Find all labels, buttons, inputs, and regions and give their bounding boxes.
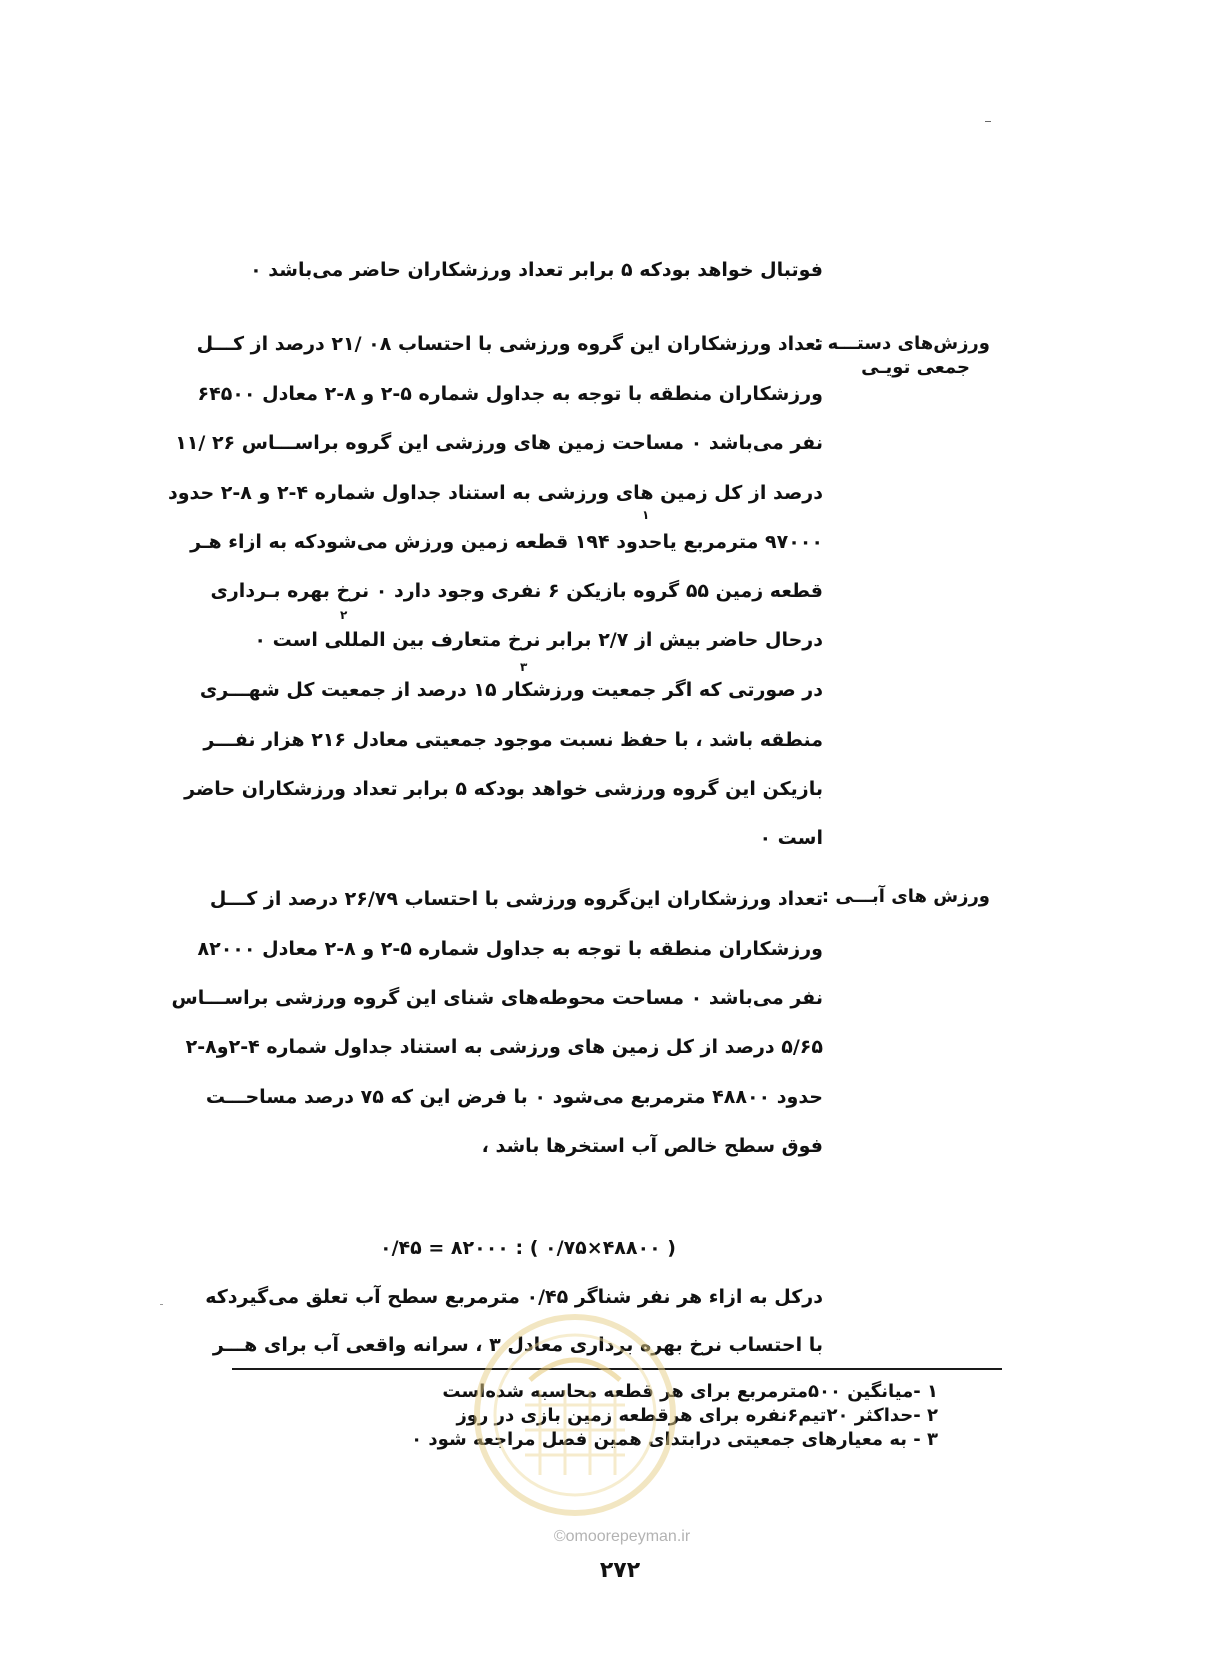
footnote-3: ۳ - به معیارهای جمعیتی درابتدای همین فصل مراجعه شود ۰ bbox=[411, 1429, 938, 1450]
copyright-icon: © bbox=[553, 1528, 566, 1545]
scan-speck bbox=[985, 121, 991, 122]
paragraph-line: منطقه باشد ، با حفظ نسبت موجود جمعیتی معادل ۲۱۶ هزار نفـــر bbox=[203, 729, 823, 751]
watermark-site-label bbox=[522, 1528, 722, 1546]
page-number: ۲۷۲ bbox=[599, 1558, 641, 1583]
paragraph-line: درکل به ازاء هر نفر شناگر ۰/۴۵ مترمربع سطح آب تعلق می‌گیردکه bbox=[205, 1286, 823, 1308]
paragraph-line: ۵/۶۵ درصد از کل زمین های ورزشی به استناد جداول شماره ۴-۲و۸-۲ bbox=[185, 1036, 823, 1058]
footnote-ref-1: ۱ bbox=[642, 508, 650, 522]
paragraph-line: درصد از کل زمین های ورزشی به استناد جداول شماره ۴-۲ و ۸-۲ حدود bbox=[167, 482, 823, 504]
scan-speck bbox=[160, 1304, 163, 1305]
footnote-1: ۱ -میانگین ۵۰۰مترمربع برای هر قطعه محاسبه شده‌است bbox=[442, 1381, 938, 1402]
top-line: فوتبال خواهد بودکه ۵ برابر تعداد ورزشکاران حاضر می‌باشد ۰ bbox=[250, 259, 823, 281]
paragraph-line: تعداد ورزشکاران این گروه ورزشی با احتساب ۰۸ /۲۱ درصد از کـــل bbox=[196, 333, 823, 355]
paragraph-line: حدود ۴۸۸۰۰ مترمربع می‌شود ۰ با فرض این که ۷۵ درصد مساحـــت bbox=[205, 1086, 823, 1108]
footnote-divider bbox=[232, 1368, 1002, 1370]
paragraph-line: با احتساب نرخ بهره برداری معادل ۳ ، سرانه واقعی آب برای هـــر bbox=[212, 1334, 823, 1356]
section-heading-subtitle: جمعی تویـی bbox=[861, 357, 970, 378]
footnote-ref-3: ۳ bbox=[520, 660, 528, 674]
paragraph-line: تعداد ورزشکاران این‌گروه ورزشی با احتساب ۲۶/۷۹ درصد از کـــل bbox=[209, 888, 823, 910]
paragraph-line: در صورتی که اگر جمعیت ورزشکار ۱۵ درصد از جمعیت کل شهـــری bbox=[199, 679, 823, 701]
paragraph-line: نفر می‌باشد ۰ مساحت زمین های ورزشی این گروه براســـاس ۲۶ /۱۱ bbox=[175, 432, 823, 454]
paragraph-line: بازیکن این گروه ورزشی خواهد بودکه ۵ برابر تعداد ورزشکاران حاضر bbox=[184, 778, 823, 800]
paragraph-line: ورزشکاران منطقه با توجه به جداول شماره ۵-۲ و ۸-۲ معادل ۸۲۰۰۰ bbox=[197, 938, 823, 960]
paragraph-line: ورزشکاران منطقه با توجه به جداول شماره ۵-۲ و ۸-۲ معادل ۶۴۵۰۰ bbox=[197, 383, 823, 405]
watermark-site-text: omoorepeyman.ir bbox=[565, 1528, 691, 1545]
paragraph-line: فوق سطح خالص آب استخرها باشد ، bbox=[481, 1135, 823, 1157]
section-heading-title: ورزش‌های دستـــه : bbox=[814, 333, 990, 354]
paragraph-line: است ۰ bbox=[759, 827, 823, 849]
formula: ( ۴۸۸۰۰×۰/۷۵ ) : ۸۲۰۰۰ = ۰/۴۵ bbox=[380, 1237, 676, 1259]
section-heading-title: ورزش های آبـــی : bbox=[821, 886, 990, 907]
section-heading-water-sports bbox=[822, 885, 990, 909]
footnote-2: ۲ -حداکثر ۲۰تیم۶نفره برای هرقطعه زمین بازی در روز bbox=[456, 1405, 938, 1426]
paragraph-line: درحال حاضر بیش از ۲/۷ برابر نرخ متعارف بین المللی است ۰ bbox=[254, 629, 823, 651]
paragraph-line: نفر می‌باشد ۰ مساحت محوطه‌های شنای این گروه ورزشی براســـاس bbox=[171, 987, 823, 1009]
paragraph-line: قطعه زمین ۵۵ گروه بازیکن ۶ نفری وجود دارد ۰ نرخ بهره بـرداری bbox=[210, 580, 823, 602]
section-heading-team-sports bbox=[814, 332, 990, 380]
paragraph-line: ۹۷۰۰۰ مترمربع یاحدود ۱۹۴ قطعه زمین ورزش می‌شودکه به ازاء هـر bbox=[190, 531, 823, 553]
footnote-ref-2: ۲ bbox=[340, 608, 348, 622]
